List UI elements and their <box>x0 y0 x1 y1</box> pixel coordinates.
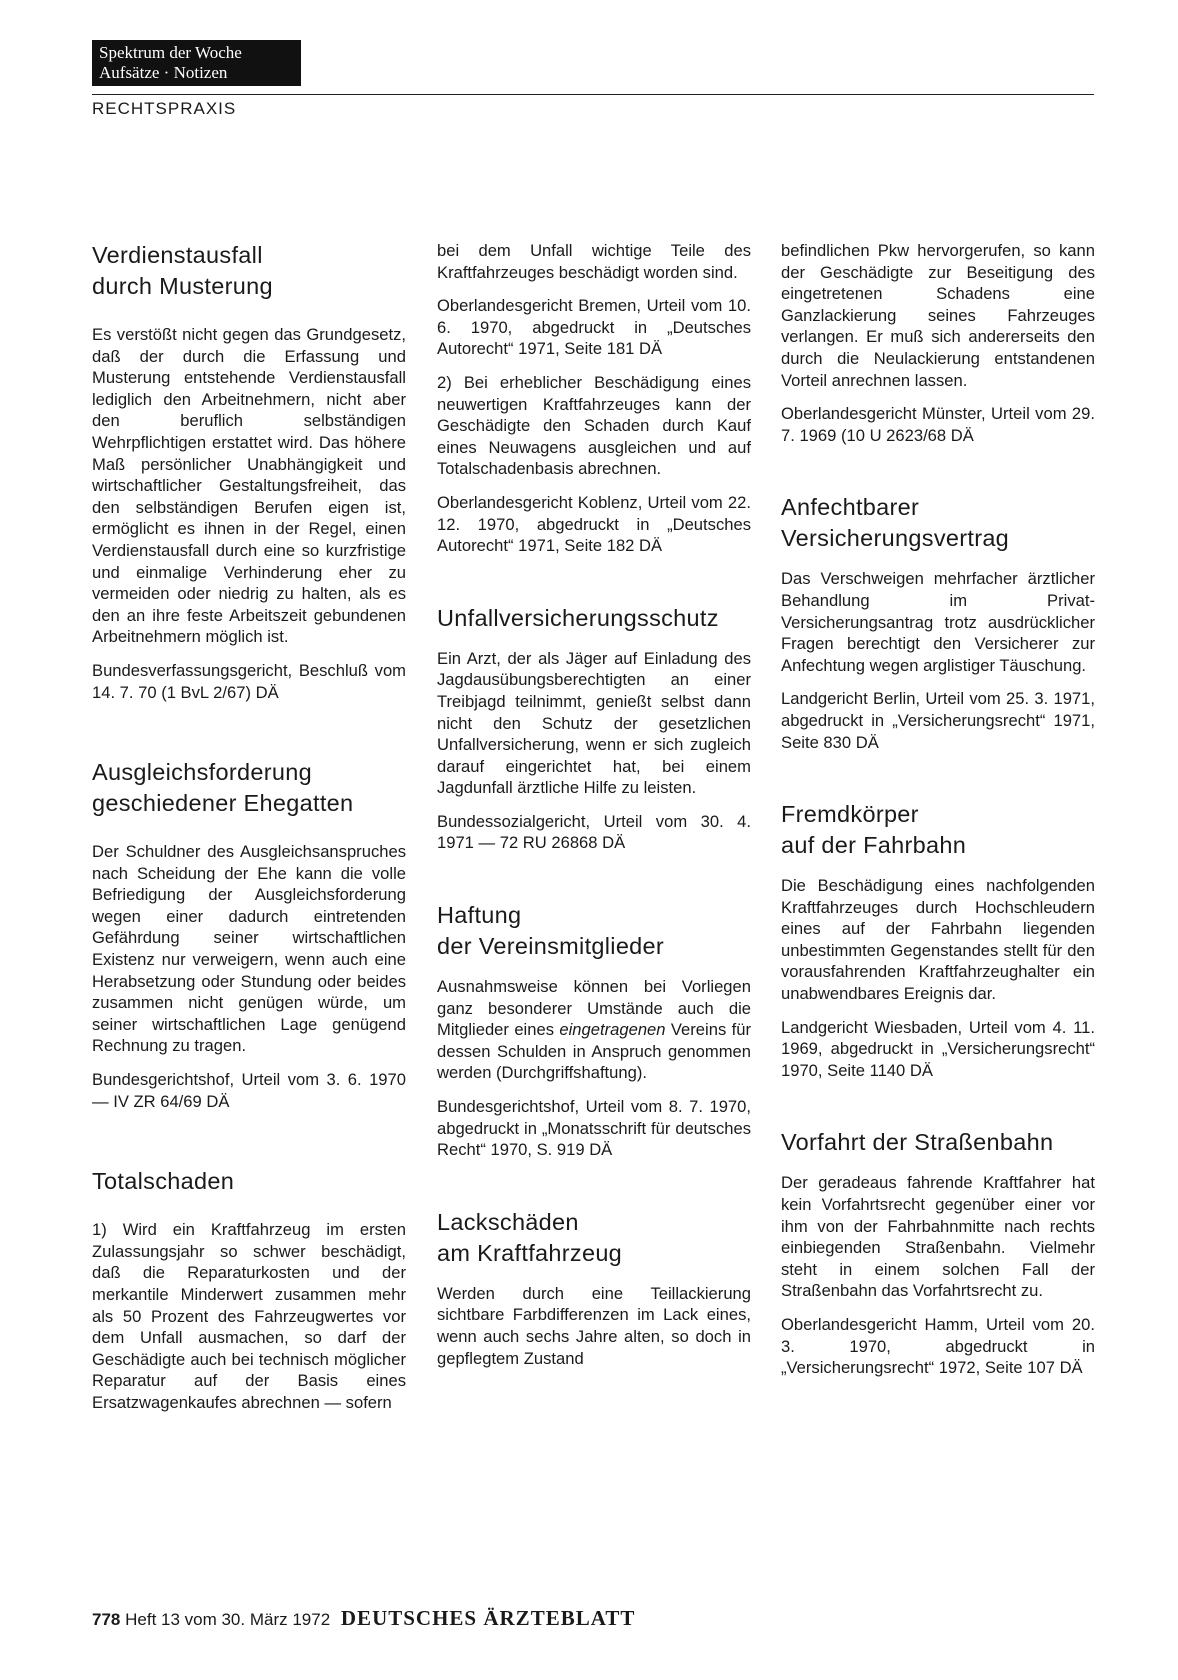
article-body: Die Beschädigung eines nachfolgenden Kraftfahrzeuges durch Hochschleudern eines auf der Fahrbahn liegenden unbestimmten Gegenstandes stellt für den vorausfahrenden Kraftfahrzeughalter ein unabwendbares Ereignis dar. <box>781 876 1095 1004</box>
article-reference: Bundesverfassungsgericht, Beschluß vom 14. 7. 70 (1 BvL 2/67) DÄ <box>92 660 406 702</box>
article-title: Totalschaden <box>92 1168 235 1195</box>
article-title: Ausgleichsforderung geschiedener Ehegatten <box>92 759 354 817</box>
column-1 <box>92 240 406 1414</box>
article-title: Verdienstausfall durch Musterung <box>92 242 273 299</box>
article-reference: Bundesgerichtshof, Urteil vom 3. 6. 1970 — IV ZR 64/69 DÄ <box>92 1070 406 1111</box>
article-body: Der geradeaus fahrende Kraftfahrer hat kein Vorfahrtsrecht gegenüber einer vor ihm von der Fahrbahnmitte nach rechts einbiegenden Straßenbahn. Vielmehr steht in einem solchen Fall der Straßenbahn das Vorfahrtsrecht zu. <box>781 1173 1095 1301</box>
magazine-name: DEUTSCHES ÄRZTEBLATT <box>340 1606 636 1630</box>
masthead-line1: Spektrum der Woche <box>99 43 242 62</box>
article-reference: Bundessozialgericht, Urteil vom 30. 4. 1971 — 72 RU 26868 DÄ <box>437 811 751 853</box>
column-3 <box>781 240 1095 1379</box>
article-reference: Oberlandesgericht Hamm, Urteil vom 20. 3. 1970, abgedruckt in „Versicherungsrecht“ 1972, Seite 107 DÄ <box>781 1315 1095 1378</box>
article-reference: Landgericht Wiesbaden, Urteil vom 4. 11. 1969, abgedruckt in „Versicherungsrecht“ 1970, Seite 1140 DÄ <box>781 1017 1095 1080</box>
article-title: Haftung der Vereinsmitglieder <box>437 902 665 960</box>
article-body: Der Schuldner des Ausgleichsanspruches nach Scheidung der Ehe kann die volle Befriedigung der Ausgleichsforderung wegen einer dadurch eintretenden Gefährdung seiner wirtschaftlichen Existenz nur verweigern, wenn auch eine Herabsetzung oder Stundung oder beides zusammen nicht genügen würde, um seiner wirtschaftlichen Lage genügend Rechnung zu tragen. <box>92 842 406 1056</box>
article-reference: Bundesgerichtshof, Urteil vom 8. 7. 1970, abgedruckt in „Monatsschrift für deutsches Recht“ 1970, S. 919 DÄ <box>437 1097 751 1160</box>
header-rule <box>92 94 1094 95</box>
article-title: Unfallversicherungsschutz <box>437 604 719 631</box>
page-footer <box>92 1606 635 1631</box>
article-body: Es verstößt nicht gegen das Grundgesetz, daß der durch die Erfassung und Musterung entstehende Verdienstausfall lediglich den Arbeitnehmern, nicht aber den beruflich selbständigen Wehrpflichtigen erstattet wird. Das höhere Maß persönlicher Unabhängigkeit und wirtschaftlicher Gestaltungsfreiheit, das den selbständigen Berufen eigen ist, ermöglicht es ihnen in der Regel, einen Verdienstausfall durch eine so kurzfristige und einmalige Verhinderung eher zu vermeiden oder niedrig zu halten, als es den an ihre feste Arbeitszeit gebundenen Arbeitnehmern möglich ist. <box>92 325 406 647</box>
article-title: Fremdkörper auf der Fahrbahn <box>781 801 967 859</box>
masthead-line2: Aufsätze · Notizen <box>99 63 228 82</box>
column-2 <box>437 240 751 1369</box>
article-reference: Oberlandesgericht Bremen, Urteil vom 10. 6. 1970, abgedruckt in „Deutsches Autorecht“ 1971, Seite 181 DÄ <box>437 296 751 359</box>
article-body: 1) Wird ein Kraftfahrzeug im ersten Zulassungsjahr so schwer beschädigt, daß die Reparaturkosten und der merkantile Minderwert zusammen mehr als 50 Prozent des Fahrzeugwertes vor dem Unfall ausmachen, so darf der Geschädigte auch bei technisch möglicher Reparatur auf der Basis eines Ersatzwagenkaufes abrechnen — sofern <box>92 1220 406 1412</box>
article-title: Vorfahrt der Straßenbahn <box>781 1129 1054 1156</box>
article-title: Lackschäden am Kraftfahrzeug <box>437 1208 623 1266</box>
article-reference: Oberlandesgericht Münster, Urteil vom 29. 7. 1969 (10 U 2623/68 DÄ <box>781 404 1095 445</box>
masthead <box>92 40 301 86</box>
article-body: Das Verschweigen mehrfacher ärztlicher Behandlung im Privat-Versicherungsantrag trotz ausdrücklicher Fragen berechtigt den Versicherer zur Anfechtung wegen arglistiger Täuschung. <box>781 569 1095 675</box>
article-title: Anfechtbarer Versicherungsvertrag <box>781 494 1010 552</box>
article-body: Werden durch eine Teillackierung sichtbare Farbdifferenzen im Lack eines, wenn auch sechs Jahre alten, so doch in gepflegtem Zustand <box>437 1283 751 1368</box>
section-title: RECHTSPRAXIS <box>92 99 237 118</box>
article-body: Ausnahmsweise können bei Vorliegen ganz besonderer Umstände auch die Mitglieder eines eingetragenen Vereins für dessen Schulden in Anspruch genommen werden (Durchgriffshaftung). <box>437 977 751 1083</box>
article-body: Ein Arzt, der als Jäger auf Einladung des Jagdausübungsberechtigten an einer Treibjagd teilnimmt, genießt selbst dann nicht den Schutz der gesetzlichen Unfallversicherung, wenn er sich zugleich darauf eingerichtet hat, bei einem Jagdunfall ärztliche Hilfe zu leisten. <box>437 648 751 798</box>
article-body-continued: bei dem Unfall wichtige Teile des Kraftfahrzeuges beschädigt worden sind. <box>437 241 751 282</box>
article-reference: Oberlandesgericht Koblenz, Urteil vom 22. 12. 1970, abgedruckt in „Deutsches Autorecht“ 1971, Seite 182 DÄ <box>437 492 751 556</box>
article-reference: Landgericht Berlin, Urteil vom 25. 3. 1971, abgedruckt in „Versicherungsrecht“ 1971, Seite 830 DÄ <box>781 689 1095 752</box>
article-body-continued: befindlichen Pkw hervorgerufen, so kann der Geschädigte zur Beseitigung des eingetretenen Schadens eine Ganzlackierung seines Fahrzeuges verlangen. Er muß sich andererseits den durch die Neulackierung entstandenen Vorteil anrechnen lassen. <box>781 241 1095 390</box>
issue-info: Heft 13 vom 30. März 1972 <box>125 1610 331 1629</box>
page-number: 778 <box>92 1610 121 1629</box>
article-body: 2) Bei erheblicher Beschädigung eines neuwertigen Kraftfahrzeuges kann der Geschädigte den Schaden durch Kauf eines Neuwagens ausgleichen und auf Totalschadenbasis abrechnen. <box>437 372 751 479</box>
